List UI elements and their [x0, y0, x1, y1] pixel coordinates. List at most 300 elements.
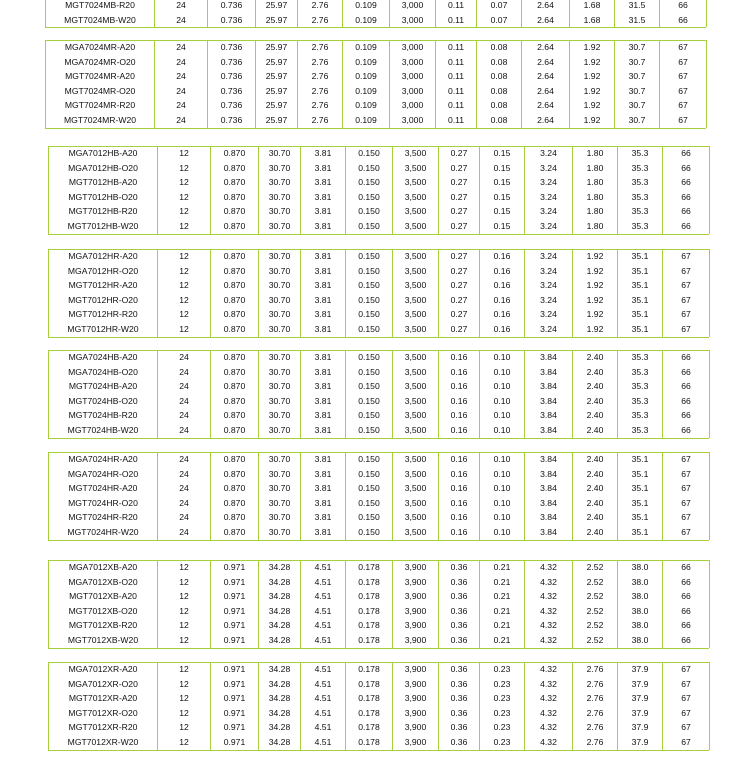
- cell-qty: 12: [179, 664, 189, 674]
- cell-col-10: 3.84: [540, 468, 557, 479]
- cell-col-7: 3,500: [404, 512, 427, 523]
- cell-col-13: 67: [681, 324, 691, 334]
- table-row: [0, 423, 751, 438]
- cell-col-9: 0.15: [493, 177, 511, 188]
- cell-col-3: 0.870: [223, 395, 246, 406]
- cell-col-8: 0.36: [450, 635, 468, 645]
- cell-col-3: 0.870: [223, 221, 246, 231]
- cell-qty: 12: [179, 294, 189, 305]
- cell-col-6: 0.150: [358, 512, 380, 523]
- cell-col-5: 3.81: [314, 162, 332, 173]
- table-row: [0, 720, 751, 735]
- cell-col-10: 4.32: [540, 591, 557, 602]
- cell-col-6: 0.109: [355, 42, 377, 52]
- cell-col-3: 0.736: [220, 56, 243, 67]
- cell-qty: 12: [179, 591, 189, 602]
- cell-col-4: 30.70: [268, 251, 291, 261]
- cell-model: MGA7012HB-A20: [68, 148, 138, 158]
- cell-col-12: 35.1: [631, 497, 649, 508]
- cell-col-12: 35.1: [631, 483, 649, 494]
- cell-col-13: 67: [681, 527, 691, 537]
- cell-col-3: 0.870: [223, 148, 246, 158]
- cell-col-5: 2.76: [311, 14, 329, 25]
- cell-col-8: 0.11: [447, 100, 465, 111]
- cell-col-4: 34.28: [268, 635, 291, 645]
- cell-col-12: 37.9: [631, 737, 649, 747]
- cell-model: MGT7012XR-A20: [68, 693, 138, 704]
- table-row: [0, 40, 751, 55]
- cell-col-5: 3.81: [314, 294, 332, 305]
- cell-col-12: 35.1: [631, 324, 649, 334]
- cell-col-3: 0.870: [223, 265, 246, 276]
- cell-col-13: 67: [681, 294, 691, 305]
- cell-col-3: 0.971: [223, 707, 246, 718]
- cell-col-9: 0.16: [493, 265, 511, 276]
- cell-col-8: 0.36: [450, 664, 468, 674]
- cell-col-13: 67: [681, 512, 691, 523]
- cell-col-4: 34.28: [268, 576, 291, 587]
- table-row: [0, 560, 751, 575]
- cell-col-7: 3,500: [404, 177, 427, 188]
- cell-col-3: 0.736: [220, 14, 243, 25]
- cell-model: MGA7024HB-A20: [68, 352, 138, 362]
- cell-col-10: 3.84: [540, 366, 557, 377]
- cell-col-12: 35.3: [631, 177, 649, 188]
- cell-model: MGT7024MB-R20: [65, 0, 135, 10]
- cell-col-13: 67: [681, 251, 691, 261]
- cell-col-3: 0.736: [220, 85, 243, 96]
- cell-col-13: 67: [681, 722, 691, 733]
- cell-col-7: 3,900: [404, 707, 427, 718]
- cell-col-4: 34.28: [268, 664, 291, 674]
- table-row: [0, 365, 751, 380]
- cell-model: MGA7024HB-O20: [68, 366, 138, 377]
- cell-col-13: 67: [678, 56, 688, 67]
- cell-col-13: 67: [681, 468, 691, 479]
- cell-col-6: 0.178: [358, 737, 380, 747]
- cell-qty: 24: [179, 366, 189, 377]
- cell-col-8: 0.36: [450, 576, 468, 587]
- cell-col-4: 30.70: [268, 177, 291, 188]
- cell-col-9: 0.10: [493, 395, 511, 406]
- cell-col-5: 4.51: [314, 591, 332, 602]
- table-row: [0, 452, 751, 467]
- cell-col-3: 0.736: [220, 42, 243, 52]
- cell-col-8: 0.11: [447, 42, 465, 52]
- cell-col-7: 3,500: [404, 352, 427, 362]
- cell-col-4: 30.70: [268, 221, 291, 231]
- cell-col-12: 35.3: [631, 221, 649, 231]
- cell-col-7: 3,500: [404, 468, 427, 479]
- table-row: [0, 69, 751, 84]
- cell-model: MGT7012HB-W20: [67, 221, 139, 231]
- cell-col-4: 34.28: [268, 693, 291, 704]
- cell-col-10: 4.32: [540, 635, 557, 645]
- table-row: [0, 307, 751, 322]
- cell-col-3: 0.971: [223, 693, 246, 704]
- cell-col-6: 0.109: [355, 71, 377, 82]
- cell-col-5: 4.51: [314, 707, 332, 718]
- cell-col-7: 3,500: [404, 410, 427, 421]
- cell-col-8: 0.36: [450, 707, 468, 718]
- cell-col-4: 30.70: [268, 191, 291, 202]
- cell-col-4: 25.97: [265, 100, 288, 111]
- cell-col-10: 3.84: [540, 527, 557, 537]
- cell-model: MGT7012HB-A20: [68, 177, 138, 188]
- cell-col-3: 0.870: [223, 425, 246, 435]
- cell-col-13: 66: [681, 576, 691, 587]
- cell-col-9: 0.16: [493, 324, 511, 334]
- cell-col-10: 4.32: [540, 576, 557, 587]
- cell-col-5: 2.76: [311, 0, 329, 10]
- cell-col-8: 0.16: [450, 366, 468, 377]
- cell-col-4: 34.28: [268, 722, 291, 733]
- cell-col-5: 4.51: [314, 562, 332, 572]
- cell-col-3: 0.971: [223, 664, 246, 674]
- cell-qty: 24: [176, 56, 186, 67]
- cell-col-9: 0.16: [493, 251, 511, 261]
- cell-col-12: 31.5: [628, 0, 646, 10]
- cell-col-11: 1.92: [583, 56, 601, 67]
- cell-model: MGT7012HR-O20: [68, 294, 138, 305]
- cell-col-11: 2.40: [586, 527, 604, 537]
- cell-col-3: 0.971: [223, 635, 246, 645]
- cell-col-5: 4.51: [314, 605, 332, 616]
- table-row: [0, 278, 751, 293]
- cell-qty: 24: [179, 352, 189, 362]
- cell-model: MGT7012XR-O20: [68, 707, 138, 718]
- cell-col-11: 1.68: [583, 14, 601, 25]
- cell-col-10: 4.32: [540, 664, 557, 674]
- cell-col-8: 0.27: [450, 177, 468, 188]
- cell-col-7: 3,500: [404, 251, 427, 261]
- cell-col-3: 0.870: [223, 483, 246, 494]
- cell-col-4: 30.70: [268, 309, 291, 320]
- cell-col-11: 2.40: [586, 381, 604, 392]
- cell-col-4: 30.70: [268, 381, 291, 392]
- cell-col-5: 3.81: [314, 191, 332, 202]
- cell-col-8: 0.36: [450, 722, 468, 733]
- cell-col-7: 3,900: [404, 635, 427, 645]
- cell-qty: 12: [179, 693, 189, 704]
- cell-qty: 12: [179, 635, 189, 645]
- cell-col-9: 0.08: [490, 42, 508, 52]
- cell-col-4: 34.28: [268, 737, 291, 747]
- cell-qty: 12: [179, 148, 189, 158]
- cell-model: MGT7024MB-W20: [64, 14, 136, 25]
- cell-col-9: 0.21: [493, 605, 511, 616]
- cell-col-4: 30.70: [268, 265, 291, 276]
- table-row: [0, 98, 751, 113]
- cell-col-8: 0.36: [450, 678, 468, 689]
- cell-col-13: 66: [681, 206, 691, 217]
- cell-col-3: 0.870: [223, 191, 246, 202]
- cell-col-4: 34.28: [268, 562, 291, 572]
- cell-qty: 12: [179, 162, 189, 173]
- cell-col-3: 0.971: [223, 591, 246, 602]
- cell-qty: 12: [179, 620, 189, 631]
- cell-col-12: 30.7: [628, 85, 646, 96]
- cell-model: MGT7012XB-A20: [69, 591, 137, 602]
- cell-col-9: 0.08: [490, 115, 508, 125]
- cell-col-10: 3.24: [540, 280, 557, 291]
- cell-model: MGT7012HR-A20: [68, 280, 138, 291]
- cell-model: MGA7012HR-A20: [68, 251, 138, 261]
- cell-col-4: 30.70: [268, 468, 291, 479]
- cell-model: MGT7024MR-O20: [64, 85, 136, 96]
- cell-col-12: 37.9: [631, 722, 649, 733]
- cell-col-11: 1.92: [586, 294, 604, 305]
- cell-col-5: 3.81: [314, 497, 332, 508]
- cell-col-13: 67: [681, 693, 691, 704]
- cell-col-9: 0.23: [493, 707, 511, 718]
- cell-col-12: 38.0: [631, 576, 649, 587]
- cell-col-11: 2.76: [586, 707, 604, 718]
- cell-col-10: 2.64: [537, 14, 554, 25]
- table-row: [0, 633, 751, 648]
- cell-col-10: 3.24: [540, 294, 557, 305]
- cell-qty: 24: [176, 0, 186, 10]
- cell-col-4: 30.70: [268, 410, 291, 421]
- table-row: [0, 204, 751, 219]
- cell-col-10: 3.24: [540, 148, 557, 158]
- cell-col-12: 35.1: [631, 280, 649, 291]
- cell-col-5: 3.81: [314, 483, 332, 494]
- cell-col-3: 0.870: [223, 527, 246, 537]
- cell-col-12: 30.7: [628, 100, 646, 111]
- cell-col-4: 34.28: [268, 605, 291, 616]
- cell-qty: 12: [179, 324, 189, 334]
- cell-col-12: 35.3: [631, 410, 649, 421]
- cell-model: MGT7012XB-W20: [67, 635, 139, 645]
- cell-col-9: 0.08: [490, 71, 508, 82]
- cell-col-13: 66: [681, 221, 691, 231]
- group-bottom-border: [48, 750, 709, 751]
- cell-col-12: 30.7: [628, 56, 646, 67]
- cell-qty: 12: [179, 309, 189, 320]
- cell-col-6: 0.109: [355, 56, 377, 67]
- cell-col-9: 0.08: [490, 56, 508, 67]
- table-row: [0, 496, 751, 511]
- cell-col-11: 1.92: [586, 324, 604, 334]
- cell-col-11: 2.40: [586, 483, 604, 494]
- cell-col-11: 1.92: [583, 85, 601, 96]
- cell-qty: 24: [179, 483, 189, 494]
- cell-col-5: 4.51: [314, 635, 332, 645]
- cell-col-13: 67: [681, 707, 691, 718]
- cell-col-10: 3.24: [540, 309, 557, 320]
- cell-col-10: 4.32: [540, 562, 557, 572]
- cell-col-9: 0.23: [493, 722, 511, 733]
- cell-col-9: 0.10: [493, 512, 511, 523]
- cell-col-10: 3.24: [540, 265, 557, 276]
- group-bottom-border: [48, 540, 709, 541]
- table-row: [0, 249, 751, 264]
- table-row: [0, 575, 751, 590]
- cell-col-10: 3.24: [540, 221, 557, 231]
- cell-col-6: 0.109: [355, 85, 377, 96]
- cell-col-5: 3.81: [314, 148, 332, 158]
- cell-col-7: 3,000: [401, 100, 424, 111]
- cell-col-13: 67: [678, 115, 688, 125]
- cell-col-10: 3.84: [540, 483, 557, 494]
- cell-col-12: 35.3: [631, 395, 649, 406]
- cell-col-12: 37.9: [631, 693, 649, 704]
- cell-qty: 24: [176, 42, 186, 52]
- cell-col-9: 0.08: [490, 85, 508, 96]
- cell-col-5: 4.51: [314, 737, 332, 747]
- cell-col-7: 3,900: [404, 678, 427, 689]
- cell-col-5: 3.81: [314, 251, 332, 261]
- cell-col-13: 66: [681, 562, 691, 572]
- cell-col-5: 2.76: [311, 100, 329, 111]
- cell-col-13: 67: [681, 678, 691, 689]
- cell-col-8: 0.27: [450, 162, 468, 173]
- cell-model: MGA7024HR-A20: [68, 454, 138, 464]
- cell-col-6: 0.150: [358, 251, 380, 261]
- cell-col-13: 67: [681, 265, 691, 276]
- cell-model: MGA7024MR-O20: [64, 56, 136, 67]
- cell-col-6: 0.178: [358, 693, 380, 704]
- cell-col-3: 0.971: [223, 576, 246, 587]
- cell-col-4: 30.70: [268, 162, 291, 173]
- cell-col-12: 35.3: [631, 162, 649, 173]
- cell-col-9: 0.21: [493, 562, 511, 572]
- cell-qty: 24: [176, 85, 186, 96]
- cell-col-10: 3.24: [540, 177, 557, 188]
- cell-qty: 24: [176, 100, 186, 111]
- cell-col-5: 3.81: [314, 366, 332, 377]
- cell-col-11: 2.52: [586, 605, 604, 616]
- cell-col-3: 0.971: [223, 722, 246, 733]
- cell-col-13: 67: [681, 497, 691, 508]
- cell-col-11: 1.80: [586, 177, 604, 188]
- cell-col-9: 0.21: [493, 576, 511, 587]
- cell-col-11: 1.92: [583, 71, 601, 82]
- cell-col-11: 1.80: [586, 148, 604, 158]
- cell-col-4: 30.70: [268, 294, 291, 305]
- table-row: [0, 146, 751, 161]
- cell-col-9: 0.15: [493, 191, 511, 202]
- cell-col-7: 3,500: [404, 527, 427, 537]
- cell-col-11: 2.76: [586, 664, 604, 674]
- cell-col-13: 66: [681, 605, 691, 616]
- cell-col-6: 0.178: [358, 707, 380, 718]
- cell-model: MGA7024MR-A20: [64, 42, 136, 52]
- cell-col-11: 2.52: [586, 562, 604, 572]
- cell-col-13: 67: [678, 42, 688, 52]
- table-row: [0, 379, 751, 394]
- cell-col-6: 0.178: [358, 591, 380, 602]
- cell-col-6: 0.150: [358, 483, 380, 494]
- cell-col-8: 0.16: [450, 497, 468, 508]
- cell-col-11: 2.40: [586, 497, 604, 508]
- cell-model: MGT7024MR-R20: [64, 100, 136, 111]
- cell-col-3: 0.736: [220, 100, 243, 111]
- cell-col-13: 66: [681, 410, 691, 421]
- cell-col-10: 3.84: [540, 425, 557, 435]
- cell-col-8: 0.27: [450, 148, 468, 158]
- cell-col-8: 0.36: [450, 605, 468, 616]
- cell-col-8: 0.36: [450, 693, 468, 704]
- cell-col-11: 1.92: [586, 251, 604, 261]
- cell-col-8: 0.27: [450, 309, 468, 320]
- cell-col-10: 4.32: [540, 678, 557, 689]
- cell-col-5: 2.76: [311, 115, 329, 125]
- cell-col-7: 3,000: [401, 42, 424, 52]
- table-row: [0, 691, 751, 706]
- cell-col-13: 66: [681, 395, 691, 406]
- cell-col-11: 2.40: [586, 410, 604, 421]
- cell-col-11: 1.68: [583, 0, 601, 10]
- cell-model: MGA7012XR-O20: [68, 678, 138, 689]
- cell-col-13: 66: [681, 148, 691, 158]
- cell-col-8: 0.16: [450, 454, 468, 464]
- cell-col-5: 3.81: [314, 425, 332, 435]
- cell-col-7: 3,000: [401, 71, 424, 82]
- group-bottom-border: [48, 648, 709, 649]
- table-row: [0, 264, 751, 279]
- cell-col-13: 67: [678, 100, 688, 111]
- cell-qty: 24: [176, 14, 186, 25]
- group-bottom-border: [45, 27, 706, 28]
- cell-col-10: 2.64: [537, 115, 554, 125]
- cell-col-4: 30.70: [268, 425, 291, 435]
- cell-col-3: 0.870: [223, 206, 246, 217]
- cell-col-5: 3.81: [314, 454, 332, 464]
- cell-col-12: 31.5: [628, 14, 646, 25]
- cell-col-6: 0.178: [358, 562, 380, 572]
- cell-col-7: 3,900: [404, 562, 427, 572]
- cell-col-10: 3.84: [540, 410, 557, 421]
- cell-col-3: 0.971: [223, 620, 246, 631]
- cell-col-12: 37.9: [631, 664, 649, 674]
- cell-col-6: 0.150: [358, 381, 380, 392]
- cell-col-9: 0.10: [493, 425, 511, 435]
- cell-col-8: 0.16: [450, 425, 468, 435]
- cell-qty: 24: [179, 497, 189, 508]
- cell-col-3: 0.870: [223, 468, 246, 479]
- cell-model: MGT7024HR-W20: [67, 527, 139, 537]
- cell-model: MGT7024MR-W20: [63, 115, 137, 125]
- cell-col-12: 35.3: [631, 191, 649, 202]
- cell-col-13: 66: [681, 591, 691, 602]
- cell-qty: 12: [179, 678, 189, 689]
- table-row: [0, 293, 751, 308]
- cell-qty: 12: [179, 206, 189, 217]
- cell-col-11: 1.80: [586, 191, 604, 202]
- cell-col-4: 30.70: [268, 280, 291, 291]
- cell-col-10: 3.24: [540, 206, 557, 217]
- table-row: [0, 84, 751, 99]
- cell-col-12: 35.1: [631, 265, 649, 276]
- cell-model: MGT7012HR-R20: [68, 309, 138, 320]
- cell-col-7: 3,500: [404, 483, 427, 494]
- cell-model: MGA7012HR-O20: [67, 265, 139, 276]
- cell-col-5: 4.51: [314, 664, 332, 674]
- table-row: [0, 510, 751, 525]
- cell-col-8: 0.11: [447, 56, 465, 67]
- cell-col-6: 0.178: [358, 722, 380, 733]
- cell-col-3: 0.870: [223, 251, 246, 261]
- cell-model: MGA7024HR-O20: [67, 468, 139, 479]
- cell-col-5: 2.76: [311, 56, 329, 67]
- cell-col-10: 4.32: [540, 620, 557, 631]
- cell-col-8: 0.11: [447, 14, 465, 25]
- cell-col-10: 2.64: [537, 0, 554, 10]
- cell-col-11: 2.40: [586, 395, 604, 406]
- cell-col-8: 0.16: [450, 512, 468, 523]
